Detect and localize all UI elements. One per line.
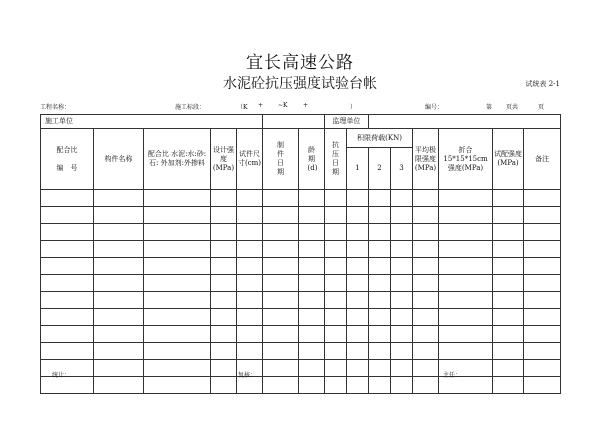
table-cell[interactable] xyxy=(391,326,413,343)
table-cell[interactable] xyxy=(391,241,413,258)
table-cell[interactable] xyxy=(493,377,524,394)
table-cell[interactable] xyxy=(263,326,299,343)
table-cell[interactable] xyxy=(41,275,94,292)
table-cell[interactable] xyxy=(439,207,493,224)
table-cell[interactable] xyxy=(211,343,237,360)
table-cell[interactable] xyxy=(347,190,369,207)
table-cell[interactable] xyxy=(94,258,144,275)
table-cell[interactable] xyxy=(263,309,299,326)
table-cell[interactable] xyxy=(325,326,347,343)
header-load-3: 3 xyxy=(391,148,413,190)
table-cell[interactable] xyxy=(493,275,524,292)
table-cell[interactable] xyxy=(299,190,325,207)
table-cell[interactable] xyxy=(94,190,144,207)
table-cell[interactable] xyxy=(439,275,493,292)
table-cell[interactable] xyxy=(413,360,439,377)
header-remarks: 备注 xyxy=(524,129,561,190)
table-cell[interactable] xyxy=(144,292,211,309)
table-cell[interactable] xyxy=(347,292,369,309)
table-cell[interactable] xyxy=(144,326,211,343)
table-cell[interactable] xyxy=(41,190,94,207)
table-cell[interactable] xyxy=(369,207,391,224)
table-cell[interactable] xyxy=(325,360,347,377)
table-cell[interactable] xyxy=(263,207,299,224)
table-cell[interactable] xyxy=(347,241,369,258)
table-cell[interactable] xyxy=(144,309,211,326)
table-cell[interactable] xyxy=(94,326,144,343)
table-cell[interactable] xyxy=(439,343,493,360)
table-cell[interactable] xyxy=(144,275,211,292)
table-cell[interactable] xyxy=(299,377,325,394)
table-cell[interactable] xyxy=(347,275,369,292)
table-cell[interactable] xyxy=(237,275,263,292)
table-cell[interactable] xyxy=(369,258,391,275)
table-cell[interactable] xyxy=(369,343,391,360)
table-cell[interactable] xyxy=(391,343,413,360)
range-plus-2: + xyxy=(303,102,309,109)
table-cell[interactable] xyxy=(144,377,211,394)
table-cell[interactable] xyxy=(263,258,299,275)
table-cell[interactable] xyxy=(144,360,211,377)
table-cell[interactable] xyxy=(144,224,211,241)
ledger-table xyxy=(40,114,561,394)
table-cell[interactable] xyxy=(263,224,299,241)
table-cell[interactable] xyxy=(369,360,391,377)
header-component: 构件名称 xyxy=(94,129,144,190)
table-cell[interactable] xyxy=(325,190,347,207)
table-cell[interactable] xyxy=(325,275,347,292)
table-cell[interactable] xyxy=(524,207,561,224)
table-cell[interactable] xyxy=(41,207,94,224)
table-cell[interactable] xyxy=(237,207,263,224)
table-cell[interactable] xyxy=(325,207,347,224)
table-cell[interactable] xyxy=(263,377,299,394)
table-cell[interactable] xyxy=(391,275,413,292)
table-cell[interactable] xyxy=(325,343,347,360)
table-cell[interactable] xyxy=(369,377,391,394)
table-cell[interactable] xyxy=(493,309,524,326)
footer-stats: 统计： xyxy=(52,372,71,379)
header-test-strength: 试配强度(MPa) xyxy=(493,129,524,190)
supervision-unit-label: 监理单位 xyxy=(325,115,369,129)
table-cell[interactable] xyxy=(391,190,413,207)
table-cell[interactable] xyxy=(524,343,561,360)
table-cell[interactable] xyxy=(493,292,524,309)
table-cell[interactable] xyxy=(439,326,493,343)
header-avg-strength: 平均极限强度(MPa) xyxy=(413,129,439,190)
table-cell[interactable] xyxy=(144,190,211,207)
construction-unit-value[interactable] xyxy=(263,115,325,129)
table-cell[interactable] xyxy=(299,241,325,258)
table-cell[interactable] xyxy=(237,241,263,258)
table-row xyxy=(41,275,561,292)
table-cell[interactable] xyxy=(94,377,144,394)
table-cell[interactable] xyxy=(237,258,263,275)
table-cell[interactable] xyxy=(369,190,391,207)
range-start: （K xyxy=(237,104,248,111)
table-cell[interactable] xyxy=(439,309,493,326)
table-row xyxy=(41,326,561,343)
table-cell[interactable] xyxy=(347,326,369,343)
table-row xyxy=(41,190,561,207)
table-cell[interactable] xyxy=(299,360,325,377)
table-cell[interactable] xyxy=(237,224,263,241)
header-specimen-size: 试件尺寸(cm) xyxy=(237,129,263,190)
table-cell[interactable] xyxy=(299,292,325,309)
table-cell[interactable] xyxy=(144,241,211,258)
table-cell[interactable] xyxy=(299,343,325,360)
table-cell[interactable] xyxy=(413,241,439,258)
table-cell[interactable] xyxy=(94,275,144,292)
table-cell[interactable] xyxy=(369,275,391,292)
table-cell[interactable] xyxy=(369,326,391,343)
table-cell[interactable] xyxy=(413,377,439,394)
table-cell[interactable] xyxy=(493,258,524,275)
table-cell[interactable] xyxy=(347,224,369,241)
table-cell[interactable] xyxy=(347,309,369,326)
table-cell[interactable] xyxy=(325,309,347,326)
table-cell[interactable] xyxy=(439,190,493,207)
range-end: ） xyxy=(350,104,357,111)
table-cell[interactable] xyxy=(391,207,413,224)
unit-row xyxy=(41,115,561,129)
table-cell[interactable] xyxy=(391,360,413,377)
header-test-date: 抗压日期 xyxy=(325,129,347,190)
table-cell[interactable] xyxy=(41,326,94,343)
form-number: 试统表 2-1 xyxy=(525,80,560,88)
table-cell[interactable] xyxy=(211,377,237,394)
header-load-2: 2 xyxy=(369,148,391,190)
table-cell[interactable] xyxy=(413,309,439,326)
table-cell[interactable] xyxy=(493,360,524,377)
table-cell[interactable] xyxy=(439,224,493,241)
table-cell[interactable] xyxy=(413,190,439,207)
table-cell[interactable] xyxy=(263,292,299,309)
footer-supervisor: 主任： xyxy=(443,372,462,379)
header-age: 龄期(d) xyxy=(299,129,325,190)
table-cell[interactable] xyxy=(369,224,391,241)
table-cell[interactable] xyxy=(347,258,369,275)
table-cell[interactable] xyxy=(237,190,263,207)
table-cell[interactable] xyxy=(94,292,144,309)
page-subtitle: 水泥砼抗压强度试验台帐 xyxy=(223,76,377,92)
header-converted-strength: 折合 15*15*15cm 强度(MPa) xyxy=(439,129,493,190)
table-cell[interactable] xyxy=(347,377,369,394)
table-row xyxy=(41,207,561,224)
table-row xyxy=(41,309,561,326)
table-cell[interactable] xyxy=(263,343,299,360)
number-label: 编号： xyxy=(425,104,444,111)
footer-review: 复核： xyxy=(238,372,257,379)
table-row xyxy=(41,377,561,394)
table-cell[interactable] xyxy=(237,292,263,309)
table-cell[interactable] xyxy=(299,275,325,292)
range-separator: ~K xyxy=(278,102,288,109)
table-cell[interactable] xyxy=(325,224,347,241)
table-cell[interactable] xyxy=(94,309,144,326)
table-cell[interactable] xyxy=(299,309,325,326)
table-cell[interactable] xyxy=(493,326,524,343)
table-cell[interactable] xyxy=(211,292,237,309)
table-cell[interactable] xyxy=(299,326,325,343)
table-cell[interactable] xyxy=(94,224,144,241)
table-row xyxy=(41,360,561,377)
table-cell[interactable] xyxy=(391,292,413,309)
table-cell[interactable] xyxy=(144,343,211,360)
table-cell[interactable] xyxy=(439,377,493,394)
table-cell[interactable] xyxy=(524,258,561,275)
table-cell[interactable] xyxy=(325,292,347,309)
table-cell[interactable] xyxy=(391,309,413,326)
page-mid: 页共 xyxy=(506,104,519,111)
table-cell[interactable] xyxy=(299,258,325,275)
table-cell[interactable] xyxy=(94,360,144,377)
table-cell[interactable] xyxy=(439,241,493,258)
table-cell[interactable] xyxy=(41,241,94,258)
table-cell[interactable] xyxy=(211,258,237,275)
table-cell[interactable] xyxy=(391,258,413,275)
table-cell[interactable] xyxy=(413,224,439,241)
table-cell[interactable] xyxy=(524,190,561,207)
table-cell[interactable] xyxy=(41,258,94,275)
table-cell[interactable] xyxy=(347,360,369,377)
table-cell[interactable] xyxy=(413,343,439,360)
table-cell[interactable] xyxy=(413,292,439,309)
table-cell[interactable] xyxy=(493,207,524,224)
table-cell[interactable] xyxy=(237,326,263,343)
table-cell[interactable] xyxy=(524,292,561,309)
page-suffix: 页 xyxy=(538,104,545,111)
header-limit-load: 积限荷载(KN) xyxy=(347,129,413,148)
table-cell[interactable] xyxy=(41,224,94,241)
table-cell[interactable] xyxy=(211,309,237,326)
table-cell[interactable] xyxy=(94,241,144,258)
table-cell[interactable] xyxy=(391,224,413,241)
header-mix-no: 配合比 编 号 xyxy=(41,129,94,190)
table-cell[interactable] xyxy=(524,377,561,394)
table-cell[interactable] xyxy=(524,309,561,326)
table-cell[interactable] xyxy=(263,190,299,207)
table-cell[interactable] xyxy=(369,241,391,258)
table-cell[interactable] xyxy=(41,309,94,326)
table-cell[interactable] xyxy=(211,326,237,343)
table-cell[interactable] xyxy=(439,258,493,275)
table-cell[interactable] xyxy=(94,343,144,360)
table-cell[interactable] xyxy=(325,377,347,394)
section-label: 施工标段： xyxy=(175,104,206,111)
table-cell[interactable] xyxy=(524,241,561,258)
table-cell[interactable] xyxy=(369,292,391,309)
table-cell[interactable] xyxy=(211,241,237,258)
table-row xyxy=(41,292,561,309)
table-cell[interactable] xyxy=(41,377,94,394)
table-cell[interactable] xyxy=(325,241,347,258)
table-cell[interactable] xyxy=(144,258,211,275)
table-cell[interactable] xyxy=(263,241,299,258)
construction-unit-label: 施工单位 xyxy=(41,115,263,129)
table-cell[interactable] xyxy=(413,207,439,224)
table-cell[interactable] xyxy=(211,190,237,207)
table-cell[interactable] xyxy=(237,377,263,394)
table-cell[interactable] xyxy=(347,343,369,360)
table-cell[interactable] xyxy=(211,360,237,377)
table-cell[interactable] xyxy=(493,343,524,360)
table-cell[interactable] xyxy=(299,207,325,224)
table-cell[interactable] xyxy=(263,360,299,377)
table-cell[interactable] xyxy=(493,241,524,258)
table-row xyxy=(41,258,561,275)
table-cell[interactable] xyxy=(211,275,237,292)
table-cell[interactable] xyxy=(413,275,439,292)
table-cell[interactable] xyxy=(369,309,391,326)
table-cell[interactable] xyxy=(237,343,263,360)
table-cell[interactable] xyxy=(413,326,439,343)
header-load-1: 1 xyxy=(347,148,369,190)
table-cell[interactable] xyxy=(211,207,237,224)
table-cell[interactable] xyxy=(391,377,413,394)
table-cell[interactable] xyxy=(299,224,325,241)
table-row xyxy=(41,343,561,360)
project-name-label: 工程名称： xyxy=(40,104,71,111)
header-make-date: 制件日期 xyxy=(263,129,299,190)
table-cell[interactable] xyxy=(439,292,493,309)
table-cell[interactable] xyxy=(524,360,561,377)
table-cell[interactable] xyxy=(493,190,524,207)
table-cell[interactable] xyxy=(524,326,561,343)
page-title: 宜长高速公路 xyxy=(246,53,354,73)
table-cell[interactable] xyxy=(524,275,561,292)
page-prefix: 第 xyxy=(486,104,493,111)
header-row-1 xyxy=(41,129,561,148)
table-cell[interactable] xyxy=(413,258,439,275)
header-mix-ratio: 配合比 水泥:水:砂:石: 外加剂:外掺料 xyxy=(144,129,211,190)
table-row xyxy=(41,224,561,241)
header-design-strength: 设计强度(MPa) xyxy=(211,129,237,190)
table-cell[interactable] xyxy=(237,309,263,326)
table-cell[interactable] xyxy=(325,258,347,275)
table-cell[interactable] xyxy=(263,275,299,292)
table-cell[interactable] xyxy=(493,224,524,241)
table-cell[interactable] xyxy=(41,292,94,309)
table-cell[interactable] xyxy=(347,207,369,224)
table-cell[interactable] xyxy=(41,343,94,360)
table-cell[interactable] xyxy=(524,224,561,241)
range-plus-1: + xyxy=(258,102,264,109)
table-cell[interactable] xyxy=(211,224,237,241)
table-cell[interactable] xyxy=(144,207,211,224)
supervision-unit-value[interactable] xyxy=(369,115,561,129)
table-cell[interactable] xyxy=(94,207,144,224)
table-row xyxy=(41,241,561,258)
